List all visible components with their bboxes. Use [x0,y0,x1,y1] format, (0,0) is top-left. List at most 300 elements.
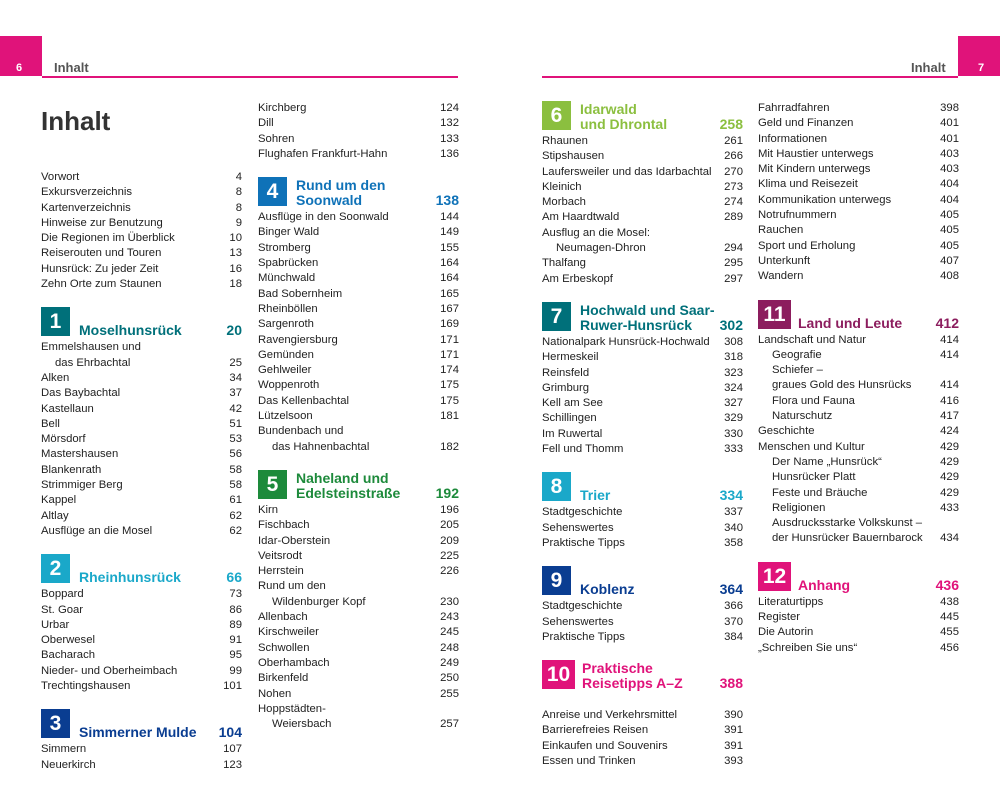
toc-entry-page: 416 [940,394,959,407]
toc-entry [258,241,459,256]
toc-column-4 [758,101,959,656]
toc-entry [542,180,743,195]
toc-entry-title: Reiserouten und Touren [41,247,162,260]
toc-entry [542,505,743,520]
toc-entry [758,116,959,131]
toc-entry-page: 91 [229,634,242,647]
chapter-heading [41,554,242,585]
toc-entry-page: 429 [940,471,959,484]
toc-entry-title: Literaturtipps [758,595,824,608]
toc-entry-page: 73 [229,588,242,601]
toc-entry-title: Am Erbeskopf [542,272,613,285]
toc-entry-title: Landschaft und Natur [758,333,867,346]
chapter-page: 334 [719,487,743,504]
toc-entry [542,615,743,630]
toc-entry-page: 248 [440,641,459,654]
toc-entry-title: Herrstein [258,565,304,578]
toc-entry-page: 99 [229,664,242,677]
chapter-5 [258,470,459,732]
toc-entry-title: Lützelsoon [258,410,313,423]
chapter-title-line: Hochwald und Saar- [580,301,715,318]
front-matter-list [41,170,242,292]
toc-entry-page: 209 [440,534,459,547]
toc-entry [542,335,743,350]
chapter-title-line: Rheinhunsrück [79,569,181,586]
toc-entry-page: 404 [940,178,959,191]
toc-entry-title: Einkaufen und Souvenirs [542,739,668,752]
toc-entry [758,486,959,501]
toc-entry-page: 433 [940,501,959,514]
toc-entry-page: 274 [724,196,743,209]
toc-entry-title: Kirchberg [258,102,307,114]
chapter-title-line: Ruwer-Hunsrück [580,316,693,333]
toc-entry-title: Trechtingshausen [41,680,131,693]
toc-entry-title: der Hunsrücker Bauernbarock [772,532,923,545]
toc-entry [542,739,743,754]
toc-entry-title: Register [758,611,801,624]
toc-entry-page: 333 [724,443,743,456]
toc-entry [758,470,959,485]
toc-entry-title: Der Name „Hunsrück“ [772,455,882,468]
toc-entry-title: Praktische Tipps [542,630,625,643]
chapter-title-line: Naheland und [296,469,389,486]
toc-entry-page: 408 [940,270,959,283]
toc-entry [258,424,459,439]
chapter-heading [542,472,743,503]
toc-entry-page: 132 [440,117,459,130]
toc-entry-title: Flora und Fauna [772,394,855,407]
toc-entry [542,536,743,551]
toc-entry-page: 297 [724,272,743,285]
chapter-11 [758,300,959,547]
toc-entry-title: Ausflüge in den Soonwald [258,211,389,224]
toc-entry-title: Binger Wald [258,226,320,239]
toc-entry [258,625,459,640]
toc-entry [41,664,242,679]
chapter-number-box: 6 [542,101,571,130]
toc-entry-title: Geschichte [758,425,815,438]
toc-entry-page: 230 [440,595,459,608]
toc-entry-page: 34 [229,371,242,384]
toc-entry-title: Nohen [258,687,292,700]
running-title-left: Inhalt [54,60,89,75]
toc-entry-title: Sport und Erholung [758,239,856,252]
chapter-page: 388 [719,675,743,692]
chapter-title [79,725,196,740]
chapter-title [580,102,667,132]
toc-entry-page: 261 [724,135,743,147]
toc-entry-page: 329 [724,412,743,425]
chapter-12 [758,562,959,656]
toc-entry [258,503,459,518]
toc-entry [41,447,242,462]
toc-entry-title: Urbar [41,618,70,631]
toc-entry [258,256,459,271]
toc-entry [758,641,959,656]
toc-entry-page: 366 [724,600,743,613]
toc-entry-page: 327 [724,397,743,410]
toc-entry-title: Boppard [41,588,84,601]
chapter-title [580,488,610,503]
toc-entry-title: Oberwesel [41,634,95,647]
toc-entry [542,521,743,536]
toc-entry-page: 124 [440,102,459,114]
chapter-number-box: 10 [542,660,575,689]
toc-entry-page: 429 [940,486,959,499]
toc-entry [258,717,459,732]
toc-entry-page: 393 [724,755,743,768]
toc-entry [758,531,959,546]
toc-entry [542,396,743,411]
toc-column-1 [41,101,242,773]
toc-entry-page: 255 [440,687,459,700]
toc-entry-title: Flughafen Frankfurt-Hahn [258,147,388,160]
toc-entry [41,201,242,216]
toc-entry-page: 257 [440,718,459,731]
chapter-heading [542,101,743,132]
toc-entry [41,262,242,277]
toc-entry-page: 4 [235,171,242,183]
toc-entry-title: Menschen und Kultur [758,440,865,453]
toc-entry [758,363,959,378]
chapter-title [580,582,634,597]
toc-entry-page: 175 [440,394,459,407]
toc-entry [41,170,242,185]
toc-entry [758,348,959,363]
toc-entry [542,165,743,180]
toc-entry-title: Praktische Tipps [542,536,625,549]
toc-entry [258,595,459,610]
toc-entry-page: 89 [229,618,242,631]
toc-entry-title: Allenbach [258,611,308,624]
toc-entry-title: Ravengiersburg [258,333,338,346]
chapter-heading [758,300,959,331]
toc-entry-page: 245 [440,626,459,639]
toc-entry [542,630,743,645]
chapter-page: 258 [719,116,743,132]
chapter-number-box: 11 [758,300,791,329]
toc-entry [41,277,242,292]
toc-entry-page: 405 [940,224,959,237]
toc-entry-title: Sargenroth [258,318,314,331]
page-title: Inhalt [41,106,111,136]
toc-entry [542,599,743,614]
toc-entry [758,610,959,625]
chapter-10 [542,660,743,769]
toc-entry-title: Ausdrucksstarke Volkskunst – [772,517,923,530]
chapter-title-line: Simmerner Mulde [79,724,197,741]
toc-entry-page: 391 [724,739,743,752]
toc-entry-title: Vorwort [41,171,80,183]
chapter-page: 192 [435,484,459,501]
toc-entry-title: Emmelshausen und [41,341,141,354]
toc-entry-page: 405 [940,209,959,222]
toc-entry [542,241,743,256]
toc-entry-title: Geld und Finanzen [758,117,854,130]
toc-entry-page: 323 [724,366,743,379]
toc-entry-title: Dill [258,117,274,130]
toc-entry-page: 169 [440,318,459,331]
toc-entry-title: Sehenswertes [542,521,614,534]
chapter-number-box: 3 [41,709,70,738]
toc-entry [758,455,959,470]
toc-entry-page: 136 [440,147,459,160]
toc-entry-page: 175 [440,379,459,392]
toc-entry [258,518,459,533]
toc-entry-title: Münchwald [258,272,316,285]
toc-entry [41,246,242,261]
toc-entry-title: Morbach [542,196,586,209]
toc-entry [258,378,459,393]
toc-entry [41,231,242,246]
toc-column-2 [258,101,459,732]
chapter-heading [258,470,459,501]
toc-entry-title: Bacharach [41,649,96,662]
toc-entry-title: Birkenfeld [258,672,309,685]
toc-entry [758,625,959,640]
toc-entry-page: 171 [440,333,459,346]
toc-entry-title: Anreise und Verkehrsmittel [542,709,677,722]
toc-entry-page: 51 [229,417,242,430]
toc-entry-page: 182 [440,440,459,453]
toc-entry-page: 149 [440,226,459,239]
toc-entry [758,424,959,439]
chapter-page: 364 [719,581,743,598]
chapter-number-box: 8 [542,472,571,501]
chapter-title-line: Koblenz [580,581,635,598]
toc-entry-title: Schiefer – [772,364,823,377]
toc-entry [41,356,242,371]
toc-entry-title: Neuerkirch [41,758,96,771]
toc-entry-title: Sohren [258,132,295,145]
toc-entry [542,226,743,241]
toc-entry-title: Nieder- und Oberheimbach [41,664,178,677]
toc-entry-page: 308 [724,335,743,348]
toc-entry-page: 438 [940,595,959,608]
toc-entry-page: 270 [724,165,743,178]
toc-entry-title: Alken [41,371,70,384]
toc-entry-title: Kleinich [542,180,582,193]
toc-entry [758,516,959,531]
toc-entry-title: Idar-Oberstein [258,534,331,547]
toc-entry-title: Rauchen [758,224,804,237]
toc-entry [41,633,242,648]
toc-entry [258,702,459,717]
toc-entry-title: Das Baybachtal [41,387,121,400]
toc-entry-title: „Schreiben Sie uns“ [758,641,858,654]
chapter-title [79,323,182,338]
toc-entry-title: Hermeskeil [542,351,599,364]
toc-entry [758,333,959,348]
toc-entry-page: 62 [229,524,242,537]
toc-entry-page: 101 [223,680,242,693]
toc-entry [41,402,242,417]
chapter-number-box: 12 [758,562,791,591]
toc-entry-page: 250 [440,672,459,685]
chapter-heading [41,709,242,740]
toc-entry-title: Bell [41,417,60,430]
toc-entry-title: Ausflug an die Mosel: [542,226,651,239]
toc-entry-page: 196 [440,503,459,516]
toc-entry-page: 289 [724,211,743,224]
header-rule-left [42,76,458,78]
toc-entry-title: Woppenroth [258,379,320,392]
toc-entry [542,381,743,396]
toc-entry [542,366,743,381]
toc-entry-title: Unterkunft [758,254,811,267]
toc-entry-title: Essen und Trinken [542,755,636,768]
toc-entry [758,193,959,208]
chapter-heading [542,302,743,333]
chapter-3 [41,709,242,773]
toc-entry-page: 155 [440,241,459,254]
toc-entry [258,210,459,225]
toc-entry-title: Wildenburger Kopf [272,595,366,608]
toc-entry [758,177,959,192]
toc-entry-title: Stadtgeschichte [542,600,623,613]
toc-entry-title: graues Gold des Hunsrücks [772,379,912,392]
toc-entry-page: 62 [229,509,242,522]
toc-entry-page: 18 [229,278,242,291]
toc-entry-title: Blankenrath [41,463,102,476]
chapter-page: 20 [226,322,242,339]
toc-entry-title: Altlay [41,509,69,522]
chapter-title [79,570,181,585]
toc-entry [258,534,459,549]
toc-entry-title: Kartenverzeichnis [41,201,131,214]
toc-entry-page: 123 [223,758,242,771]
toc-entry-page: 9 [235,216,242,229]
toc-entry-title: Reinsfeld [542,366,590,379]
toc-entry-page: 174 [440,364,459,377]
toc-entry [258,656,459,671]
chapter-title-line: Anhang [798,576,851,593]
toc-entry-title: Nationalpark Hunsrück-Hochwald [542,335,710,348]
chapter-2 [41,554,242,694]
chapter-page: 436 [935,576,959,593]
chapter-title-line: Edelsteinstraße [296,484,401,501]
toc-entry [542,134,743,149]
toc-entry-title: Hunsrück: Zu jeder Zeit [41,262,159,275]
toc-entry [41,432,242,447]
toc-entry-title: Mit Haustier unterwegs [758,147,874,160]
toc-entry [758,595,959,610]
toc-entry-page: 42 [229,402,242,415]
toc-entry-page: 133 [440,132,459,145]
toc-entry [41,648,242,663]
toc-entry-page: 56 [229,448,242,461]
chapter-number-box: 9 [542,566,571,595]
chapter-number-box: 4 [258,177,287,206]
toc-entry [258,147,459,162]
toc-entry [258,271,459,286]
page-number-box-left [0,36,42,76]
toc-entry [758,132,959,147]
chapter-8 [542,472,743,551]
toc-entry-page: 164 [440,257,459,270]
toc-entry-page: 403 [940,147,959,160]
toc-entry-title: Stipshausen [542,150,605,163]
chapter-heading [41,307,242,338]
toc-entry-page: 181 [440,410,459,423]
toc-entry [41,524,242,539]
toc-entry-title: Spabrücken [258,257,319,270]
chapter-4 [258,177,459,455]
toc-entry [542,256,743,271]
toc-entry [258,641,459,656]
toc-entry-title: Mit Kindern unterwegs [758,163,871,176]
toc-entry-page: 95 [229,649,242,662]
toc-entry [41,371,242,386]
toc-entry-title: Weiersbach [272,718,332,731]
toc-entry-page: 225 [440,549,459,562]
toc-column-3 [542,101,743,769]
toc-entry [758,239,959,254]
toc-entry-title: Gehlweiler [258,364,312,377]
toc-entry-title: Notrufnummern [758,209,837,222]
toc-entry [41,216,242,231]
header-rule-right [542,76,958,78]
chapter-number-box: 5 [258,470,287,499]
toc-entry-page: 53 [229,433,242,446]
toc-entry-title: Religionen [772,501,826,514]
chapter-title-line: Trier [580,487,611,504]
toc-entry [258,225,459,240]
toc-entry-page: 58 [229,463,242,476]
toc-entry-title: Kell am See [542,397,603,410]
toc-entry-title: Bundenbach und [258,425,344,438]
chapter-title [296,178,385,208]
toc-entry-page: 8 [235,201,242,214]
toc-entry [41,618,242,633]
toc-entry [542,427,743,442]
page-number-box-right [958,36,1000,76]
toc-entry [542,210,743,225]
toc-entry-title: Hinweise zur Benutzung [41,216,163,229]
toc-entry [258,302,459,317]
chapter-heading [258,177,459,208]
toc-entry-title: Schwollen [258,641,310,654]
toc-entry [41,742,242,757]
toc-entry [258,440,459,455]
chapter-continued [258,101,459,162]
toc-entry-page: 164 [440,272,459,285]
toc-entry [258,687,459,702]
chapter-page: 66 [226,569,242,586]
chapter-title [798,578,850,593]
toc-entry-title: Schillingen [542,412,597,425]
toc-entry-page: 414 [940,333,959,346]
toc-entry-page: 404 [940,193,959,206]
toc-entry-page: 324 [724,381,743,394]
chapter-page: 302 [719,316,743,333]
toc-entry-page: 58 [229,479,242,492]
toc-entry-page: 8 [235,186,242,199]
toc-entry-page: 171 [440,348,459,361]
toc-entry-page: 330 [724,427,743,440]
toc-entry [542,195,743,210]
toc-entry-page: 86 [229,603,242,616]
toc-entry-title: Naturschutz [772,410,833,423]
toc-entry [758,147,959,162]
toc-entry-title: Die Regionen im Überblick [41,232,175,245]
toc-entry-title: Kappel [41,494,77,507]
toc-entry [758,101,959,116]
toc-entry-page: 405 [940,239,959,252]
chapter-heading [758,562,959,593]
toc-entry-title: Simmern [41,743,87,756]
toc-entry-page: 456 [940,641,959,654]
